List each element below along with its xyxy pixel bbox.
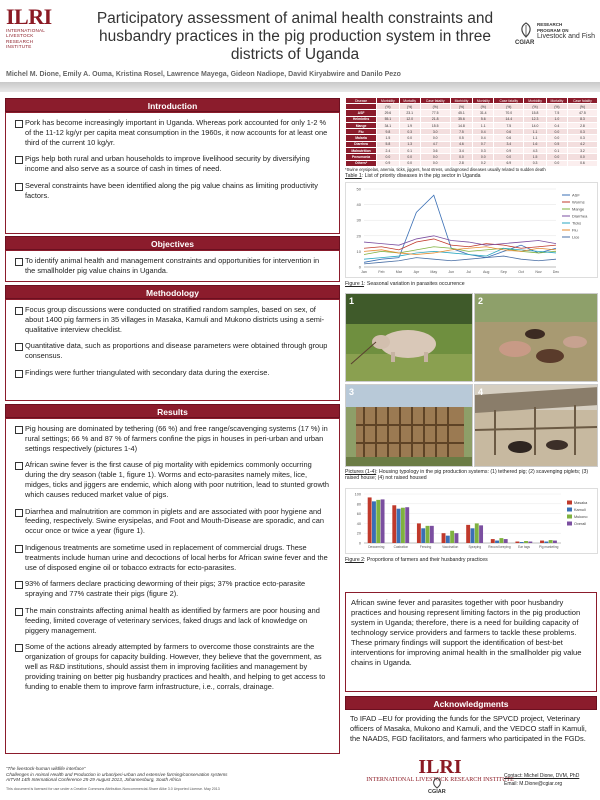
table-cell: 0.3 — [473, 148, 494, 154]
x-tick-label: Deworming — [368, 545, 385, 549]
y-tick-label: 30 — [356, 217, 361, 223]
list-item: To identify animal health and management constraints and opportunities for intervention in the smallholder pig value chains in Uganda. — [14, 256, 331, 276]
y-tick-label: 20 — [356, 531, 361, 536]
photo-4-image — [475, 385, 598, 467]
methodology-panel — [5, 299, 340, 401]
table-cell: 1.1 — [524, 135, 547, 141]
objectives-panel — [5, 250, 340, 282]
bar-overall — [430, 526, 434, 543]
table-cell: 2.8 — [567, 122, 597, 128]
legend-label: Kamuli — [574, 508, 586, 512]
bar-kamuli — [544, 542, 548, 543]
photo-number: 3 — [349, 387, 355, 397]
table-cell: 0.0 — [546, 154, 567, 160]
table-cell: 23.1 — [399, 110, 420, 116]
x-tick-label: Apr — [413, 270, 420, 274]
x-tick-label: Feb — [378, 270, 385, 274]
legend-swatch — [567, 522, 572, 526]
bar-masaka — [442, 533, 446, 543]
cgiar-leaf-icon — [517, 22, 535, 38]
table-cell: 0.3 — [399, 129, 420, 135]
table-cell: 7.5 — [494, 122, 524, 128]
x-tick-label: May — [430, 270, 438, 274]
bar-masaka — [491, 539, 495, 543]
bar-masaka — [515, 542, 519, 543]
table-cell: (%) — [420, 104, 450, 110]
figure2-caption — [345, 557, 598, 563]
table-header: Mortality — [399, 98, 420, 104]
table-cell-disease: Flu — [346, 129, 377, 135]
table-cell: 3.4 — [450, 148, 473, 154]
table-cell: (%) — [524, 104, 547, 110]
table-cell: 31.4 — [473, 110, 494, 116]
table-cell: 4.6 — [450, 141, 473, 147]
table-cell: 0.0 — [420, 135, 450, 141]
table-cell: 1.1 — [524, 129, 547, 135]
table-cell: (%) — [399, 104, 420, 110]
conference-line3: AITVM 14th International Conference 25-29 August 2013, Johannesburg, South Africa — [6, 777, 181, 782]
bar-overall — [454, 533, 458, 543]
table-cell-disease: Mange — [346, 122, 377, 128]
ilri-logo-line3: INSTITUTE — [6, 44, 32, 50]
bar-masaka — [466, 525, 470, 543]
table1-caption-label: Table 1 — [345, 173, 362, 179]
table-header: Mortality — [473, 98, 494, 104]
y-tick-label: 20 — [356, 233, 361, 239]
legend-label: Worms — [572, 199, 585, 205]
y-tick-label: 100 — [354, 492, 361, 497]
table-cell-disease: Helminths — [346, 116, 377, 122]
table-cell: 2.8 — [450, 160, 473, 166]
table-cell: 0.0 — [546, 160, 567, 166]
list-item: African swine fever is the first cause of pig mortality with epidemics commonly occurring during the dry season (table 1, figure 1). Worms and ecto-parasites namely mites, lice, midges, ticks and jiggers are endemic, which along with poor nutrition, lead to stunted growth which causes reduced market value of pigs. — [14, 460, 331, 499]
table-cell: 14.4 — [494, 116, 524, 122]
table-cell: 47.5 — [567, 110, 597, 116]
table-cell: 2.4 — [377, 148, 400, 154]
list-item: Several constraints have been identified along the pig value chains as limiting productivity factors. — [14, 181, 331, 201]
table-cell-disease: Diarrhea — [346, 141, 377, 147]
bar-masaka — [392, 505, 396, 543]
legend-label: Ticks — [572, 220, 582, 226]
table-cell: 7.5 — [546, 110, 567, 116]
table-cell: 3.2 — [567, 148, 597, 154]
header-divider — [0, 82, 600, 92]
table-cell: 4.7 — [420, 141, 450, 147]
legend-label: Flu — [572, 227, 578, 233]
footer-cgiar-text: CGIAR — [428, 789, 446, 795]
table-cell: 0.3 — [567, 129, 597, 135]
list-item: Findings were further triangulated with secondary data during the exercise. — [14, 368, 331, 378]
bar-overall — [528, 542, 532, 543]
bar-overall — [405, 507, 409, 543]
table-cell: 12.0 — [399, 116, 420, 122]
figure1-caption-label: Figure 1 — [345, 281, 365, 287]
x-tick-label: Jul — [466, 270, 472, 274]
table-cell: 29.6 — [377, 110, 400, 116]
table-header: Morbidity — [450, 98, 473, 104]
table-header: Mortality — [546, 98, 567, 104]
table-cell: 45.1 — [450, 110, 473, 116]
table-cell: (%) — [450, 104, 473, 110]
table-cell: 1.5 — [377, 135, 400, 141]
table-cell: 12.3 — [524, 116, 547, 122]
cgiar-label: CGIAR — [515, 40, 535, 46]
table-header: Case fatality — [494, 98, 524, 104]
figure2-caption-label: Figure 2 — [345, 557, 365, 563]
bar-mukono — [524, 541, 528, 543]
table-cell: 0.0 — [450, 154, 473, 160]
list-item: Focus group discussions were conducted on stratified random samples, based on sex, of about 1400 pig farmers in 35 villages in Masaka, Kamuli and Mukono districts using a semi-qualitative interview checklist. — [14, 305, 331, 334]
list-item: 93% of farmers declare practicing deworming of their pigs; 37% practice ecto-parasite spraying and 77% castrate their pigs (figure 2). — [14, 579, 331, 599]
table-cell: 4.2 — [567, 141, 597, 147]
table-cell: 0.5 — [450, 135, 473, 141]
disease-table — [345, 97, 598, 167]
table-cell: 0.0 — [399, 135, 420, 141]
y-tick-label: 0 — [358, 541, 361, 546]
bar-mukono — [499, 538, 503, 543]
list-item: Quantitative data, such as proportions and disease parameters were obtained through group consensus. — [14, 341, 331, 361]
acknowledgments-text: To IFAD –EU for providing the funds for the SPVCD project, Veterinary officers of Masaka, Mukono and Kamuli, and the VEDCO staff in Kamuli, the NAADS, FGD facilitators, and farmers who participated in the FGDs. — [350, 714, 587, 743]
table-cell: 0.0 — [399, 154, 420, 160]
photo-number: 4 — [478, 387, 484, 397]
photo-1-image — [346, 294, 473, 382]
table-cell: 0.0 — [546, 135, 567, 141]
figure1-caption-text: : Seasonal variation in parasites occurrence — [364, 281, 465, 287]
legend-label: Lice — [572, 234, 580, 240]
table-cell-disease: Malaria — [346, 135, 377, 141]
bar-kamuli — [520, 542, 524, 543]
y-tick-label: 40 — [356, 202, 361, 208]
x-tick-label: Jan — [361, 270, 367, 274]
bar-kamuli — [397, 509, 401, 543]
conference-line1: “The livestock-human wildlife interface” — [6, 766, 86, 771]
ilri-logo-line1: INTERNATIONAL — [6, 28, 46, 33]
table-cell: 0.0 — [399, 160, 420, 166]
ilri-logo-line2: LIVESTOCK RESEARCH — [6, 33, 34, 44]
y-tick-label: 60 — [356, 512, 361, 517]
photos-caption-text: : Housing typology in the pig production systems: (1) tethered pig; (2) scavenging piglets; (3) raised house; (4) not raised housed — [345, 469, 589, 482]
bar-mukono — [376, 500, 380, 543]
program-name: Livestock and Fish — [537, 33, 595, 40]
conclusion-panel — [345, 592, 597, 692]
table-cell: 1.5 — [524, 154, 547, 160]
bar-masaka — [368, 497, 372, 543]
bar-overall — [504, 539, 508, 543]
introduction-list — [6, 113, 339, 201]
rp-line2: PROGRAM ON — [537, 27, 569, 33]
figure2-svg — [346, 489, 599, 555]
table-cell: (%) — [377, 104, 400, 110]
table-cell: 3.6 — [420, 148, 450, 154]
table-cell: 1.9 — [399, 122, 420, 128]
x-tick-label: Castration — [393, 545, 409, 549]
methodology-list — [6, 300, 339, 378]
legend-label: Overall — [574, 522, 587, 526]
table-cell: 8.3 — [567, 116, 597, 122]
table-cell-disease: Others* — [346, 160, 377, 166]
bar-kamuli — [446, 536, 450, 543]
table-cell: 0.6 — [494, 135, 524, 141]
photo-3-image — [346, 385, 473, 467]
list-item: The main constraints affecting animal health as identified by farmers are poor housing and feeding, limited coverage of veterinary services, faked drugs and lack of knowledge on piggery management. — [14, 606, 331, 635]
table-cell: 15.8 — [524, 110, 547, 116]
legend-label: Masaka — [574, 501, 588, 505]
photo-number: 2 — [478, 296, 484, 306]
bar-masaka — [417, 523, 421, 543]
footer-ilri-subtitle: INTERNATIONAL LIVESTOCK RESEARCH INSTITUTE — [366, 777, 514, 783]
table-cell: 14.8 — [450, 122, 473, 128]
figure1-chart — [345, 182, 598, 278]
legend-swatch — [567, 508, 572, 512]
license-text: This document is licensed for use under a Creative Commons Attribution-Noncommercial-Share Alike 3.0 Unported License. May 2013 — [6, 787, 220, 791]
table1-caption-text: : List of priority diseases in the pig sector in Uganda — [361, 173, 481, 179]
results-heading: Results — [5, 404, 340, 418]
x-tick-label: Oct — [518, 270, 524, 274]
x-tick-label: Jun — [448, 270, 455, 274]
table-cell: 0.4 — [546, 122, 567, 128]
table-cell: 0.0 — [494, 154, 524, 160]
rp-line1: RESEARCH — [537, 22, 563, 27]
figure1-caption — [345, 281, 598, 287]
introduction-heading: Introduction — [5, 98, 340, 112]
bar-kamuli — [495, 541, 499, 543]
table-cell: 1.3 — [399, 141, 420, 147]
x-tick-label: Aug — [482, 270, 490, 274]
series-line-diarrhea — [364, 236, 556, 245]
y-tick-label: 50 — [356, 186, 361, 192]
ilri-logo — [6, 6, 58, 50]
table-cell: 1.6 — [524, 141, 547, 147]
table-cell: (%) — [494, 104, 524, 110]
introduction-panel — [5, 112, 340, 234]
table-cell: 14.0 — [524, 122, 547, 128]
list-item: Pigs help both rural and urban households to improve livelihood security by diversifying income and also serve as a source of cash in times of need. — [14, 154, 331, 174]
table-cell: 0.2 — [473, 160, 494, 166]
photo-scavenging-piglets — [474, 293, 598, 382]
list-item: Pig housing are dominated by tethering (66 %) and free range/scavenging systems (17 %) in rural settings; 66 % and 87 % of farmers confine the pigs in houses in peri-urban and urban settings respectively (pictures 1-4) — [14, 424, 331, 453]
conference-line2: Challenges in Animal Health and Production in urban/peri-urban and extensive farming/conservation systems — [6, 771, 228, 777]
table-cell: (%) — [546, 104, 567, 110]
methodology-heading: Methodology — [5, 285, 340, 299]
bar-mukono — [401, 508, 405, 543]
poster-header — [0, 0, 600, 66]
bar-mukono — [475, 523, 479, 543]
table-header: Morbidity — [377, 98, 400, 104]
table-cell: 0.3 — [524, 160, 547, 166]
table-cell: 0.0 — [567, 154, 597, 160]
table-cell: 3.4 — [494, 141, 524, 147]
bar-mukono — [426, 526, 430, 543]
table-cell: 7.5 — [450, 129, 473, 135]
legend-label: Mange — [572, 206, 585, 212]
photo-number: 1 — [349, 296, 355, 306]
table-cell: 77.5 — [420, 110, 450, 116]
list-item: Pork has become increasingly important in Uganda. Whereas pork accounted for only 1-2 % of the 11-12 kg/yr per capita meat consumption in the 1960s, it now accounts for at least one third of the current 10 kg/yr. — [14, 118, 331, 147]
table-header-disease: Disease — [346, 98, 377, 104]
y-tick-label: 80 — [356, 502, 361, 507]
list-item: Diarrhea and malnutrition are common in piglets and are associated with poor hygiene and feeding, respectively. Swine erysipelas, and Foot and Mouth-Disease are sporadic, and can occur once or twice a year (figure 1). — [14, 507, 331, 536]
table-header: Case fatality — [420, 98, 450, 104]
table-cell: 3.0 — [420, 129, 450, 135]
table-cell: 0.0 — [377, 154, 400, 160]
table-cell: 0.9 — [377, 160, 400, 166]
bar-mukono — [549, 540, 553, 543]
table-cell: 0.5 — [546, 141, 567, 147]
poster-title: Participatory assessment of animal health constraints and husbandry practices in the pig production system in three districts of Uganda — [96, 10, 494, 63]
table-cell: 21.8 — [420, 116, 450, 122]
table-cell: (%) — [567, 104, 597, 110]
x-tick-label: Mar — [395, 270, 403, 274]
acknowledgments-panel — [345, 710, 597, 748]
figure2-chart — [345, 488, 598, 554]
table-cell: 1.1 — [473, 122, 494, 128]
legend-swatch — [567, 515, 572, 519]
x-tick-label: Record keeping — [488, 545, 511, 549]
objectives-heading: Objectives — [5, 236, 340, 250]
table-cell: 0.0 — [420, 154, 450, 160]
table-cell: 35.6 — [450, 116, 473, 122]
bar-mukono — [450, 531, 454, 543]
table-cell: 34.1 — [377, 122, 400, 128]
bar-masaka — [540, 541, 544, 543]
footer-ilri-text: ILRI — [418, 756, 462, 778]
table-footnote: *Swine erysipelas, anemia, ticks, jiggers, heat stress, undiagnosed diseases usually related to sudden death — [345, 167, 546, 172]
table-cell: 70.0 — [494, 110, 524, 116]
photos-caption — [345, 469, 598, 481]
cgiar-leaf-icon — [430, 777, 444, 789]
table-cell: 9.8 — [377, 129, 400, 135]
acknowledgments-heading: Acknowledgments — [345, 696, 597, 710]
legend-swatch — [567, 501, 572, 505]
contact-email[interactable]: Email: M.Dione@cgiar.org — [504, 781, 563, 787]
list-item: Some of the actions already attempted by farmers to overcome those constraints are the organization of groups for capacity building. However, they believe that the government, as well as R&D institutions, should assist them in improving facilities and management by providing training on better pig husbandry practices and health, and helping to get access to funding to enable them to improve farm infrastructure, i.e., corrals, drainage. — [14, 642, 331, 691]
table-cell: 5.6 — [473, 116, 494, 122]
bar-overall — [479, 525, 483, 543]
table-cell: 6.9 — [494, 160, 524, 166]
contact-name: Contact: Michel Dione, DVM, PhD — [504, 773, 580, 779]
photo-raised-house — [345, 384, 473, 467]
bar-overall — [553, 541, 557, 543]
author-list: Michel M. Dione, Emily A. Ouma, Kristina Rosel, Lawrence Mayega, Gideon Nadiope, David Kiryabwire and Danilo Pezo — [6, 71, 401, 78]
x-tick-label: Vaccination — [442, 545, 459, 549]
table-cell: 4.3 — [524, 148, 547, 154]
results-panel — [5, 418, 340, 754]
table-cell-disease: Malnutrition — [346, 148, 377, 154]
table-cell: 55.1 — [377, 116, 400, 122]
table1-caption — [345, 173, 598, 179]
y-tick-label: 40 — [356, 521, 361, 526]
photo-2-image — [475, 294, 598, 382]
table-cell: 0.6 — [494, 129, 524, 135]
x-tick-label: Nov — [535, 270, 542, 274]
table-cell: 15.5 — [420, 122, 450, 128]
bar-kamuli — [421, 528, 425, 543]
figure1-svg — [346, 183, 599, 279]
objectives-list — [6, 251, 339, 276]
series-line-lice — [364, 256, 556, 264]
bar-overall — [381, 499, 385, 543]
table-cell: 0.1 — [546, 148, 567, 154]
legend-label: Diarrhea — [572, 213, 588, 219]
table-cell: 0.9 — [494, 148, 524, 154]
x-tick-label: Sep — [500, 270, 507, 274]
y-tick-label: 10 — [356, 248, 361, 254]
x-tick-label: Dec — [552, 270, 560, 274]
photo-not-raised-house — [474, 384, 598, 467]
table-cell: 1.0 — [546, 116, 567, 122]
table-cell: 0.1 — [399, 148, 420, 154]
bar-kamuli — [372, 501, 376, 543]
conference-info — [6, 766, 336, 783]
table-header: Morbidity — [524, 98, 547, 104]
table-cell: 0.0 — [546, 129, 567, 135]
table-cell: 0.4 — [473, 135, 494, 141]
bar-kamuli — [471, 528, 475, 543]
x-tick-label: Spraying — [468, 545, 482, 549]
photo-tethered-pig — [345, 293, 473, 382]
table-cell: 0.3 — [567, 135, 597, 141]
table-cell: 0.0 — [473, 154, 494, 160]
x-tick-label: Pig marketing — [538, 545, 559, 549]
legend-label: Mukono — [574, 515, 588, 519]
disease-table-body — [346, 104, 598, 167]
table-cell: 0.6 — [567, 160, 597, 166]
list-item: Indigenous treatments are sometime used in replacement of commercial drugs. These treatments include human urine and decoctions of local herbs for African swine fever and the use of disposed engine oil or tobacco extracts for ecto-parasites. — [14, 543, 331, 572]
x-tick-label: Fencing — [419, 545, 432, 549]
footer-cgiar-logo — [428, 777, 446, 795]
results-list — [6, 419, 339, 691]
table-cell-disease: Pneumonia — [346, 154, 377, 160]
legend-label: ASF — [572, 192, 580, 198]
table-cell: 0.7 — [473, 141, 494, 147]
photos-caption-label: Pictures (1-4) — [345, 469, 377, 475]
x-tick-label: Ear tags — [518, 545, 530, 549]
y-tick-label: 0 — [358, 264, 361, 270]
table-header: Case fatality — [567, 98, 597, 104]
table-row — [346, 160, 598, 166]
ilri-logo-text: ILRI — [6, 4, 52, 29]
figure2-caption-text: : Proportions of farmers and their husbandry practices — [364, 557, 488, 563]
table-cell: 0.4 — [473, 129, 494, 135]
table-cell: 0.0 — [420, 160, 450, 166]
contact-info — [504, 772, 579, 788]
table-cell-disease: ASF — [346, 110, 377, 116]
table-cell: (%) — [473, 104, 494, 110]
table-cell: 5.8 — [377, 141, 400, 147]
conclusion-text: African swine fever and parasites together with poor husbandry practices and housing represent limiting factors in the pig production system in Uganda; therefore, there is a need for building capacity of technology service providers and farmers to tackle these problems. These primary findings will support the identification of best-bet interventions for improving animal health in the smallholder pig value chains in Uganda. — [351, 598, 582, 667]
